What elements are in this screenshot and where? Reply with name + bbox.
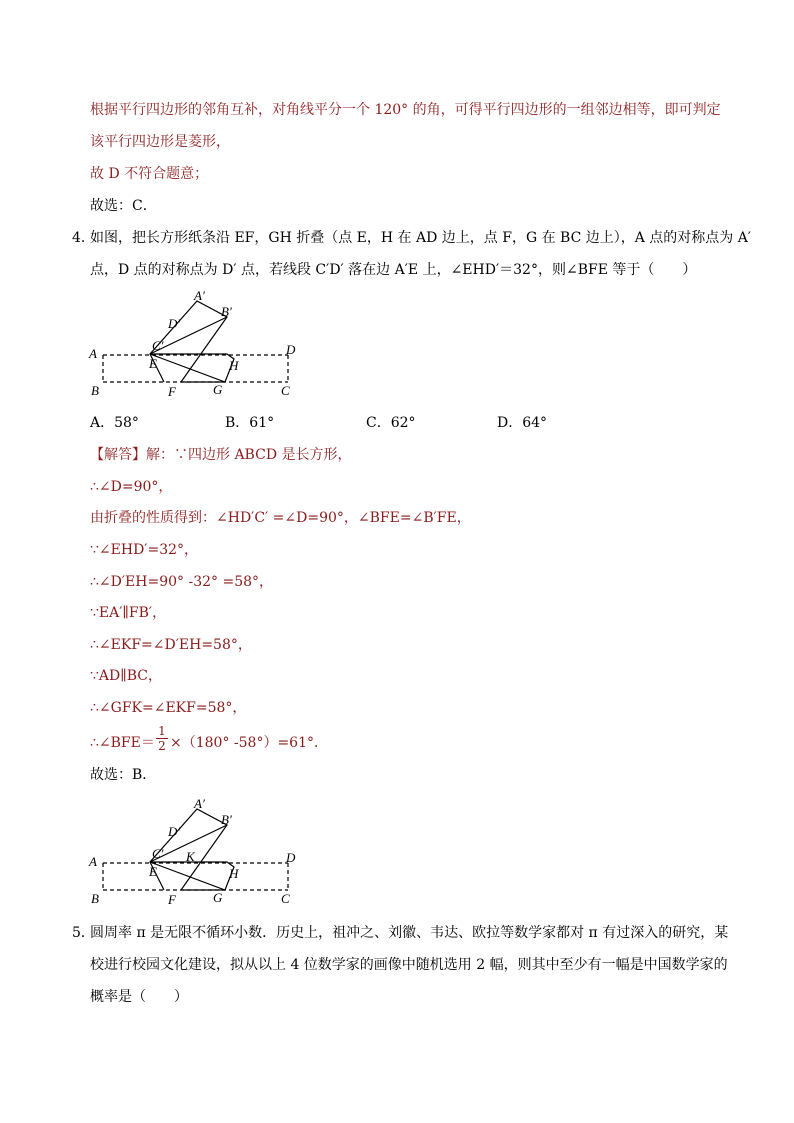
q4-solution-line3: 由折叠的性质得到：∠HD′C′ =∠D=90°，∠BFE=∠B′FE， bbox=[90, 510, 471, 526]
q4-stem-line1: 如图，把长方形纸条沿 EF，GH 折叠（点 E，H 在 AD 边上，点 F，G 在 BC 边上），A 点的对称点为 A′ bbox=[90, 230, 752, 246]
q5-line1: 圆周率 π 是无限不循环小数．历史上，祖冲之、刘徽、韦达、欧拉等数学家都对 π 有过深入的研究，某 bbox=[90, 925, 729, 941]
q4-number: 4． bbox=[72, 230, 95, 246]
q4-option-c: C．62° bbox=[366, 415, 416, 431]
label2-E: E bbox=[149, 864, 157, 879]
label2-D-prime: D′ bbox=[168, 824, 181, 839]
q3-reasoning-line1: 根据平行四边形的邻角互补，对角线平分一个 120° 的角，可得平行四边形的一组邻边相等，即可判定 bbox=[90, 102, 721, 118]
label-H: H bbox=[229, 358, 239, 373]
q3-reasoning-line3: 故 D 不符合题意； bbox=[90, 166, 209, 182]
q5-number: 5． bbox=[72, 925, 95, 941]
q5-line2: 校进行校园文化建设，拟从以上 4 位数学家的画像中随机选用 2 幅，则其中至少有一幅是中国数学家的 bbox=[90, 957, 728, 973]
label2-B-prime: B′ bbox=[221, 812, 232, 827]
q4-figure bbox=[86, 288, 306, 400]
q4-fraction bbox=[156, 724, 168, 753]
label-B: B bbox=[91, 383, 99, 398]
q4-solution-figure bbox=[86, 796, 306, 908]
q3-reasoning-line2: 该平行四边形是菱形， bbox=[90, 134, 230, 150]
q3-answer: 故选：C． bbox=[90, 198, 157, 214]
q4-solution-line5: ∴∠D′EH=90° -32° =58°， bbox=[90, 574, 274, 590]
q4-option-d: D．64° bbox=[497, 415, 548, 431]
q4-solution-line1: 【解答】解：∵四边形 ABCD 是长方形， bbox=[90, 447, 352, 463]
label-G: G bbox=[213, 382, 223, 397]
label2-A-prime: A′ bbox=[194, 796, 205, 811]
label2-C-prime: C′ bbox=[152, 846, 164, 861]
q4-stem-line2: 点，D 点的对称点为 D′ 点，若线段 C′D′ 落在边 A′E 上，∠EHD′＝32°，则∠BFE 等于（ ） bbox=[90, 262, 697, 278]
label2-H: H bbox=[229, 866, 239, 881]
q4-solution-line4: ∵∠EHD′=32°， bbox=[90, 542, 199, 558]
label-D-prime: D′ bbox=[168, 316, 181, 331]
fraction-numerator: 1 bbox=[158, 724, 166, 738]
q4-answer: 故选：B． bbox=[90, 767, 157, 783]
q4-solution-line6: ∵EA′∥FB′， bbox=[90, 605, 167, 621]
q4-final-suffix: ×（180° -58°）=61°． bbox=[170, 735, 328, 751]
label2-A: A bbox=[89, 854, 97, 869]
label-E: E bbox=[149, 356, 157, 371]
q4-option-a: A．58° bbox=[90, 415, 139, 431]
label-C: C bbox=[281, 383, 290, 398]
q4-solution-line8: ∵AD∥BC， bbox=[90, 668, 162, 684]
label2-K: K bbox=[186, 849, 195, 864]
label-C-prime: C′ bbox=[152, 338, 164, 353]
q4-final-prefix: ∴∠BFE＝ bbox=[90, 735, 155, 751]
q4-solution-line7: ∴∠EKF=∠D′EH=58°， bbox=[90, 637, 252, 653]
label-B-prime: B′ bbox=[221, 304, 232, 319]
q5-line3: 概率是（ ） bbox=[90, 989, 188, 1005]
label-F: F bbox=[168, 384, 176, 399]
label2-D: D bbox=[286, 850, 296, 865]
q4-solution-line9: ∴∠GFK=∠EKF=58°， bbox=[90, 700, 247, 716]
label-A-prime: A′ bbox=[194, 288, 205, 303]
q4-option-b: B．61° bbox=[225, 415, 275, 431]
label2-G: G bbox=[213, 890, 223, 905]
label2-B: B bbox=[91, 891, 99, 906]
label2-C: C bbox=[281, 891, 290, 906]
fraction-denominator: 2 bbox=[156, 738, 168, 753]
q4-solution-line2: ∴∠D=90°， bbox=[90, 479, 173, 495]
label-A: A bbox=[89, 346, 97, 361]
label-D: D bbox=[286, 342, 296, 357]
label2-F: F bbox=[168, 892, 176, 907]
